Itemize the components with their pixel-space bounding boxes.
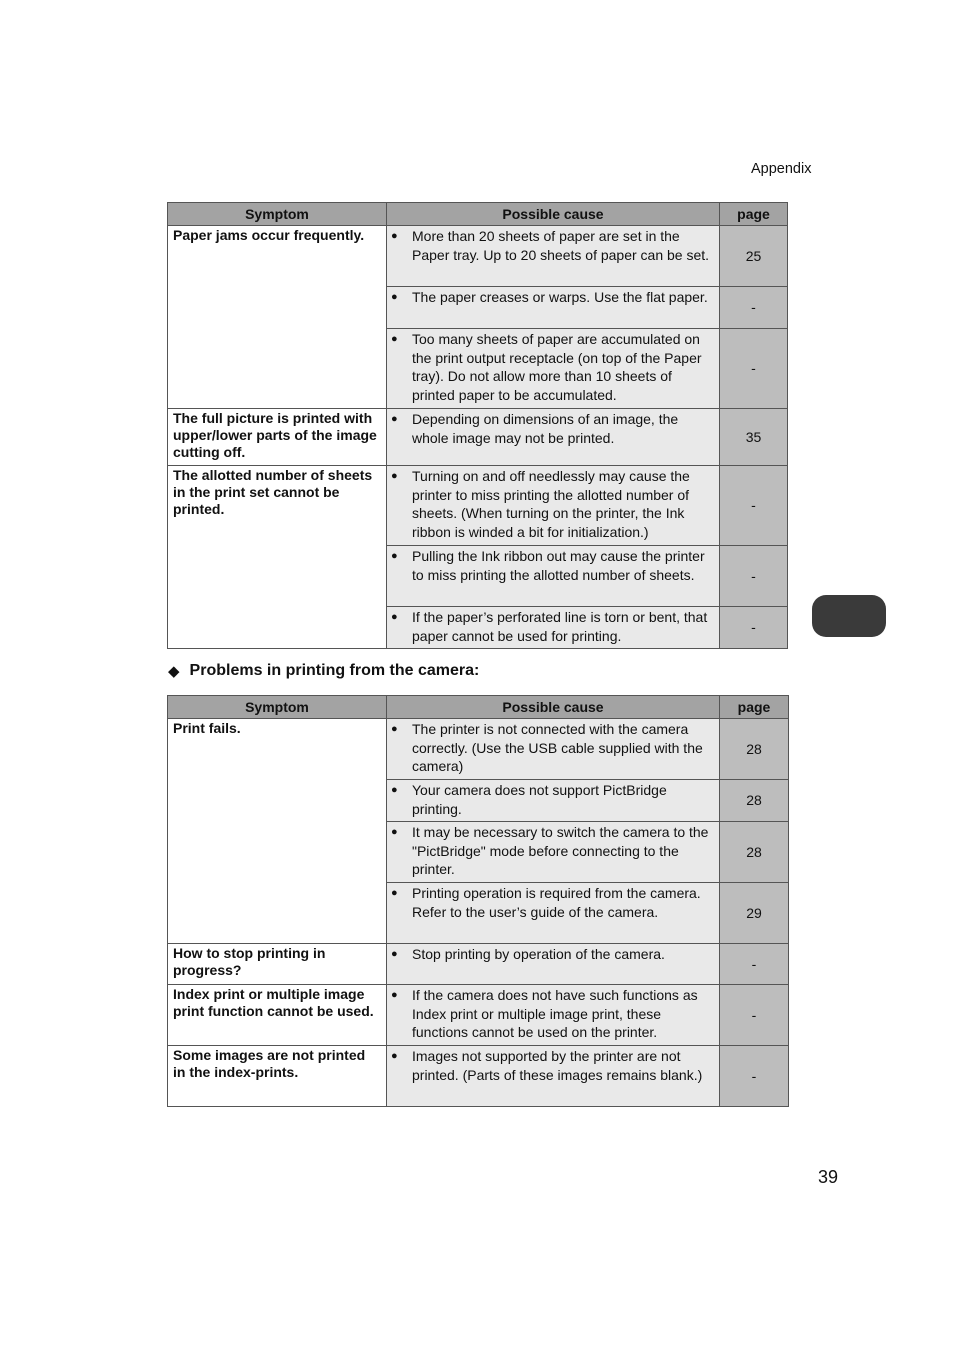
table-row (168, 985, 789, 1046)
cause-text: Depending on dimensions of an image, the whole image may not be printed. (412, 411, 679, 446)
cause-cell (387, 1046, 720, 1107)
page-ref: 28 (720, 822, 789, 883)
section-heading-text: Problems in printing from the camera: (189, 662, 480, 679)
page-ref: - (720, 944, 789, 985)
cause-cell (387, 719, 720, 780)
bullet-icon: ● (391, 989, 398, 1001)
cause-text: Printing operation is required from the camera. Refer to the user’s guide of the camera. (412, 885, 701, 920)
page-ref: - (720, 1046, 789, 1107)
cause-cell (387, 985, 720, 1046)
table-header-row (168, 203, 788, 226)
symptom-header: Symptom (168, 696, 387, 719)
cause-text: Stop printing by operation of the camera. (412, 946, 665, 962)
cause-cell (387, 607, 720, 649)
symptom-cell: The full picture is printed with upper/lower parts of the image cutting off. (168, 409, 387, 466)
symptom-cell: Some images are not printed in the index-prints. (168, 1046, 387, 1107)
table-row (168, 719, 789, 780)
bullet-icon: ● (391, 611, 398, 623)
cause-cell (387, 329, 720, 409)
cause-cell (387, 822, 720, 883)
cause-text: If the camera does not have such functions as Index print or multiple image print, these functions cannot be used on the printer. (412, 987, 698, 1040)
bullet-icon: ● (391, 887, 398, 899)
symptom-cell: The allotted number of sheets in the print set cannot be printed. (168, 466, 387, 649)
page-ref: - (720, 546, 788, 607)
cause-text: Images not supported by the printer are not printed. (Parts of these images remains blank.) (412, 1048, 703, 1083)
page-ref: 29 (720, 883, 789, 944)
page-ref: 28 (720, 719, 789, 780)
cause-cell (387, 226, 720, 287)
bullet-icon: ● (391, 948, 398, 960)
bullet-icon: ● (391, 826, 398, 838)
symptom-cell: Paper jams occur frequently. (168, 226, 387, 409)
page-ref: 25 (720, 226, 788, 287)
symptom-cell: How to stop printing in progress? (168, 944, 387, 985)
cause-cell (387, 466, 720, 546)
chapter-tab (812, 595, 886, 637)
table-header-row (168, 696, 789, 719)
cause-text: Too many sheets of paper are accumulated on the print output receptacle (on top of the Paper tray). Do not allow more than 10 sheets of printed paper to be accumulated. (412, 331, 702, 403)
page-ref: 28 (720, 780, 789, 822)
symptom-cell: Print fails. (168, 719, 387, 944)
bullet-icon: ● (391, 784, 398, 796)
page-ref: 35 (720, 409, 788, 466)
page-ref: - (720, 985, 789, 1046)
symptom-header: Symptom (168, 203, 387, 226)
bullet-icon: ● (391, 230, 398, 242)
bullet-icon: ● (391, 470, 398, 482)
cause-cell (387, 409, 720, 466)
table-row (168, 409, 788, 466)
bullet-icon: ● (391, 413, 398, 425)
table-row (168, 226, 788, 287)
diamond-bullet-icon: ◆ (168, 663, 180, 680)
bullet-icon: ● (391, 1050, 398, 1062)
cause-cell (387, 546, 720, 607)
symptom-cell: Index print or multiple image print function cannot be used. (168, 985, 387, 1046)
cause-text: Your camera does not support PictBridge printing. (412, 782, 667, 817)
cause-text: Pulling the Ink ribbon out may cause the printer to miss printing the allotted number of sheets. (412, 548, 705, 583)
cause-text: If the paper’s perforated line is torn or bent, that paper cannot be used for printing. (412, 609, 708, 644)
page-number: 39 (818, 1167, 839, 1187)
table-row (168, 466, 788, 546)
troubleshooting-table-camera (167, 695, 789, 1107)
cause-text: The printer is not connected with the camera correctly. (Use the USB cable supplied with the camera) (412, 721, 703, 774)
table-row (168, 1046, 789, 1107)
page-header: page (720, 696, 789, 719)
cause-header: Possible cause (387, 696, 720, 719)
section-heading (168, 662, 479, 680)
table-row (168, 944, 789, 985)
page-header: page (720, 203, 788, 226)
cause-cell (387, 883, 720, 944)
cause-text: The paper creases or warps. Use the flat paper. (412, 289, 708, 305)
page-ref: - (720, 607, 788, 649)
page-ref: - (720, 466, 788, 546)
header-section-label: Appendix (751, 161, 812, 177)
cause-cell (387, 944, 720, 985)
page-ref: - (720, 287, 788, 329)
troubleshooting-table-printer (167, 202, 788, 649)
cause-text: It may be necessary to switch the camera to the "PictBridge" mode before connecting to the printer. (412, 824, 709, 877)
cause-text: Turning on and off needlessly may cause the printer to miss printing the allotted number of sheets. (When turning on the printer, the Ink ribbon is winded a bit for initialization.) (412, 468, 690, 540)
bullet-icon: ● (391, 333, 398, 345)
cause-cell (387, 287, 720, 329)
page-ref: - (720, 329, 788, 409)
cause-text: More than 20 sheets of paper are set in the Paper tray. Up to 20 sheets of paper can be set. (412, 228, 710, 263)
cause-cell (387, 780, 720, 822)
cause-header: Possible cause (387, 203, 720, 226)
bullet-icon: ● (391, 723, 398, 735)
bullet-icon: ● (391, 550, 398, 562)
bullet-icon: ● (391, 291, 398, 303)
